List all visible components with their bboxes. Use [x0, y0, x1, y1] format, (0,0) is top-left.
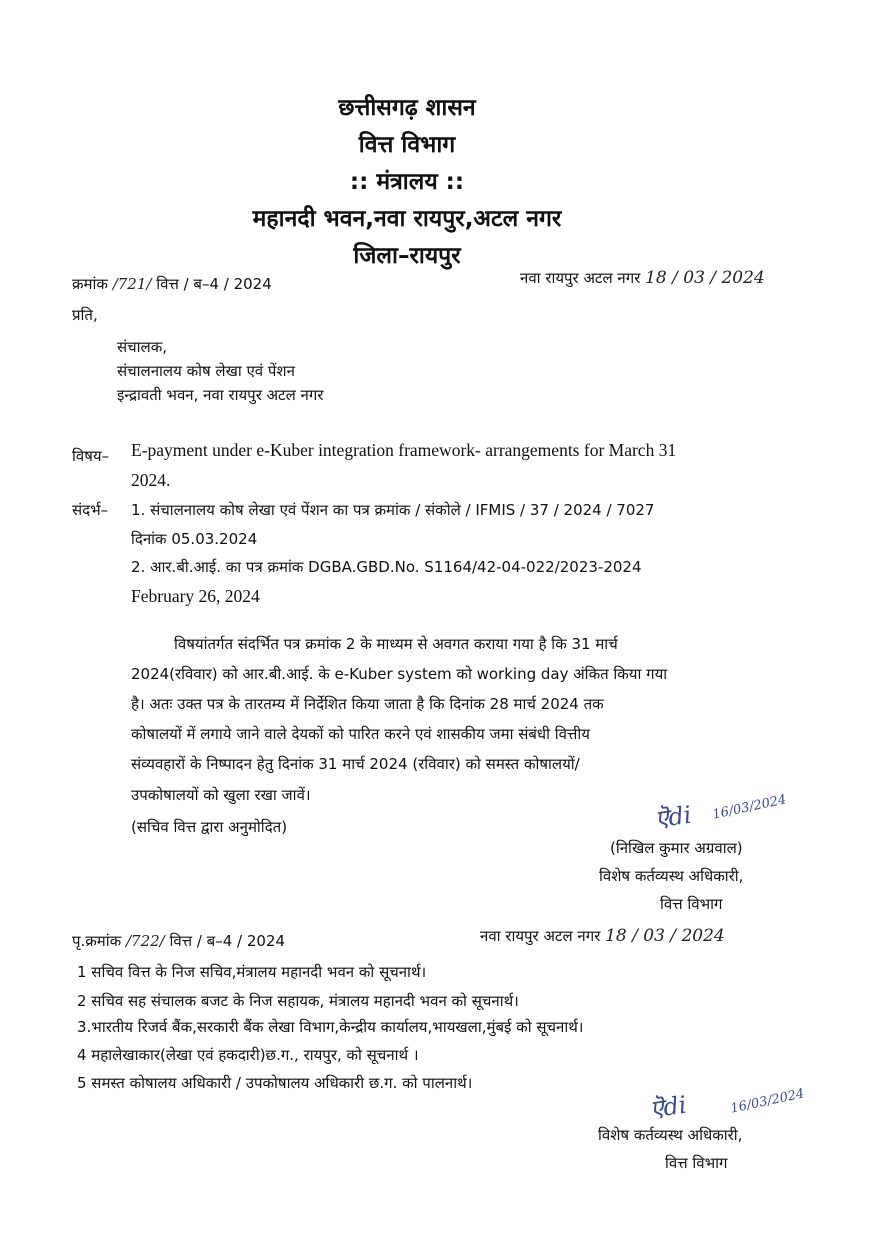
ref-suffix: वित्त / ब–4 / 2024: [156, 275, 272, 293]
body-line-3: है। अतः उक्त पत्र के तारतम्य में निर्देशित किया जाता है कि दिनांक 28 मार्च 2024 तक: [131, 695, 604, 713]
ref-place: नवा रायपुर अटल नगर: [520, 269, 641, 287]
endorsement-number: [72, 931, 285, 951]
body-line-1: विषयांतर्गत संदर्भित पत्र क्रमांक 2 के माध्यम से अवगत कराया गया है कि 31 मार्च: [174, 635, 618, 653]
signatory-department: वित्त विभाग: [660, 895, 723, 913]
body-line-2: 2024(रविवार) को आर.बी.आई. के e-Kuber system को working day अंकित किया गया: [131, 665, 668, 683]
reference-label: संदर्भ–: [72, 501, 109, 519]
reference-1-line-2: दिनांक 05.03.2024: [131, 530, 258, 548]
subject-label: विषय–: [72, 447, 110, 465]
distribution-item: 5 समस्त कोषालय अधिकारी / उपकोषालय अधिकारी छ.ग. को पालनार्थ।: [77, 1074, 473, 1092]
endorsement-suffix: वित्त / ब–4 / 2024: [169, 932, 286, 950]
signature-1-date: 16/03/2024: [711, 792, 788, 823]
endorsement-handwritten-number: /722/: [125, 932, 165, 950]
ref-handwritten-number: /721/: [112, 275, 152, 293]
addressee-line-3: इन्द्रावती भवन, नवा रायपुर अटल नगर: [117, 386, 324, 404]
header-ministry: :: मंत्रालय ::: [349, 169, 465, 195]
reference-1-line-1: 1. संचालनालय कोष लेखा एवं पेंशन का पत्र क्रमांक / संकोले / IFMIS / 37 / 2024 / 7027: [131, 501, 655, 519]
reference-2-line-2: February 26, 2024: [131, 586, 260, 606]
endorsement-prefix: पृ.क्रमांक: [72, 932, 122, 950]
reference-number: [72, 274, 272, 294]
signature-2: ऎdi: [648, 1090, 689, 1124]
prati-label: प्रति,: [72, 306, 98, 324]
body-line-6: उपकोषालयों को खुला रखा जावें।: [131, 786, 311, 804]
header-department: वित्त विभाग: [358, 132, 456, 158]
header-government: छत्तीसगढ़ शासन: [338, 95, 476, 121]
body-line-4: कोषालयों में लगाये जाने वाले देयकों को पारित करने एवं शासकीय जमा संबंधी वित्तीय: [131, 725, 590, 743]
endorsement-date: [480, 926, 725, 946]
signatory-2-designation: विशेष कर्तव्यस्थ अधिकारी,: [598, 1126, 743, 1144]
signature-2-date: 16/03/2024: [729, 1086, 806, 1117]
header-district: जिला–रायपुर: [353, 243, 461, 269]
signatory-designation: विशेष कर्तव्यस्थ अधिकारी,: [599, 867, 744, 885]
addressee-line-1: संचालक,: [117, 338, 168, 356]
header-address: महानदी भवन,नवा रायपुर,अटल नगर: [252, 206, 562, 232]
distribution-item: 1 सचिव वित्त के निज सचिव,मंत्रालय महानदी भवन को सूचनार्थ।: [77, 963, 427, 981]
subject-text-line-1: E-payment under e-Kuber integration framework- arrangements for March 31: [131, 440, 677, 460]
reference-2-line-1: 2. आर.बी.आई. का पत्र क्रमांक DGBA.GBD.No. S1164/42-04-022/2023-2024: [131, 558, 642, 576]
endorsement-handwritten-date: 18 / 03 / 2024: [605, 926, 725, 946]
signatory-2-department: वित्त विभाग: [665, 1154, 728, 1172]
distribution-item: 2 सचिव सह संचालक बजट के निज सहायक, मंत्रालय महानदी भवन को सूचनार्थ।: [77, 992, 519, 1010]
endorsement-place: नवा रायपुर अटल नगर: [480, 927, 601, 945]
subject-text-line-2: 2024.: [131, 470, 171, 490]
body-line-5: संव्यवहारों के निष्पादन हेतु दिनांक 31 मार्च 2024 (रविवार) को समस्त कोषालयों/: [131, 755, 580, 773]
distribution-item: 3.भारतीय रिजर्व बैंक,सरकारी बैंक लेखा विभाग,केन्द्रीय कार्यालय,भायखला,मुंबई को सूचनार्थ।: [77, 1018, 584, 1036]
reference-date: [520, 268, 765, 288]
addressee-line-2: संचालनालय कोष लेखा एवं पेंशन: [117, 362, 295, 380]
distribution-item: 4 महालेखाकार(लेखा एवं हकदारी)छ.ग., रायपुर, को सूचनार्थ ।: [77, 1046, 419, 1064]
ref-handwritten-date: 18 / 03 / 2024: [645, 268, 765, 288]
approval-note: (सचिव वित्त द्वारा अनुमोदित): [131, 818, 288, 836]
signatory-name: (निखिल कुमार अग्रवाल): [610, 839, 743, 857]
signature-1: ऎdi: [653, 800, 694, 834]
ref-prefix: क्रमांक: [72, 275, 108, 293]
